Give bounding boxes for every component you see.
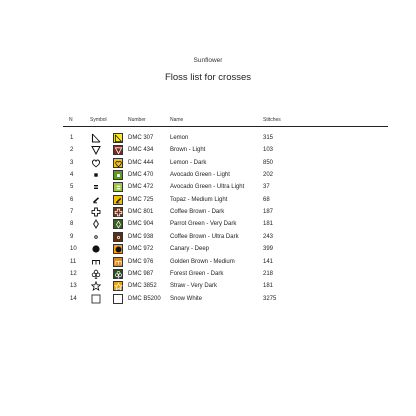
row-index: 4 <box>70 172 74 179</box>
row-index: 14 <box>70 295 77 302</box>
stitch-count: 181 <box>263 221 274 228</box>
floss-name: Brown - Light <box>170 147 206 154</box>
floss-number: DMC 434 <box>128 147 154 154</box>
table-row <box>0 218 416 230</box>
document-title: Sunflower <box>193 57 223 64</box>
floss-name: Parrot Green - Very Dark <box>170 221 237 228</box>
floss-name: Canary - Deep <box>170 246 210 253</box>
m-glyph-icon <box>91 257 101 267</box>
stitch-count: 141 <box>263 258 274 265</box>
floss-number: DMC 3852 <box>128 283 157 290</box>
color-swatch <box>113 133 123 143</box>
club-icon <box>91 269 101 279</box>
floss-name: Forest Green - Dark <box>170 270 224 277</box>
table-row <box>0 293 416 305</box>
floss-number: DMC 976 <box>128 258 154 265</box>
floss-name: Straw - Very Dark <box>170 283 218 290</box>
row-index: 5 <box>70 184 74 191</box>
color-swatch <box>113 207 123 217</box>
table-row <box>0 256 416 268</box>
table-row <box>0 206 416 218</box>
stitch-count: 399 <box>263 246 274 253</box>
table-row <box>0 169 416 181</box>
header-n: N <box>69 117 73 123</box>
floss-name: Avocado Green - Ultra Light <box>170 184 245 191</box>
floss-number: DMC 444 <box>128 159 154 166</box>
color-swatch <box>113 281 123 291</box>
row-index: 13 <box>70 283 77 290</box>
color-swatch <box>113 294 123 304</box>
filled-circle-icon <box>91 244 101 254</box>
color-swatch <box>113 257 123 267</box>
color-swatch <box>113 244 123 254</box>
header-symbol: Symbol <box>90 117 107 123</box>
floss-name: Snow White <box>170 295 203 302</box>
stitch-count: 243 <box>263 233 274 240</box>
row-index: 6 <box>70 196 74 203</box>
cross-outline-icon <box>91 207 101 217</box>
row-index: 7 <box>70 209 74 216</box>
color-swatch <box>113 232 123 242</box>
table-row <box>0 181 416 193</box>
down-triangle-icon <box>91 145 101 155</box>
color-swatch <box>113 269 123 279</box>
table-row <box>0 194 416 206</box>
floss-name: Coffee Brown - Ultra Dark <box>170 233 239 240</box>
floss-name: Coffee Brown - Dark <box>170 209 225 216</box>
floss-name: Golden Brown - Medium <box>170 258 235 265</box>
floss-name: Topaz - Medium Light <box>170 196 228 203</box>
table-row <box>0 231 416 243</box>
floss-number: DMC 470 <box>128 172 154 179</box>
color-swatch <box>113 170 123 180</box>
floss-number: DMC 472 <box>128 184 154 191</box>
row-index: 11 <box>70 258 77 265</box>
table-row <box>0 243 416 255</box>
table-row <box>0 280 416 292</box>
small-dot-icon <box>91 232 101 242</box>
stitch-count: 68 <box>263 196 270 203</box>
stitch-count: 218 <box>263 270 274 277</box>
color-swatch <box>113 182 123 192</box>
color-swatch <box>113 219 123 229</box>
stitch-count: 37 <box>263 184 270 191</box>
stitch-count: 202 <box>263 172 274 179</box>
small-square-icon <box>91 170 101 180</box>
header-name: Name <box>170 117 184 123</box>
stitch-count: 3275 <box>263 295 277 302</box>
floss-number: DMC 987 <box>128 270 154 277</box>
slash-mark-icon <box>91 195 101 205</box>
floss-name: Lemon - Dark <box>170 159 207 166</box>
header-number: Number <box>128 117 146 123</box>
table-row <box>0 132 416 144</box>
floss-number: DMC 938 <box>128 233 154 240</box>
floss-number: DMC 904 <box>128 221 154 228</box>
row-index: 2 <box>70 147 74 154</box>
document-subtitle: Floss list for crosses <box>164 72 252 83</box>
floss-number: DMC B5200 <box>128 295 161 302</box>
stitch-count: 103 <box>263 147 274 154</box>
stitch-count: 315 <box>263 135 274 141</box>
table-row <box>0 157 416 169</box>
heart-icon <box>91 158 101 168</box>
row-index: 1 <box>70 135 74 141</box>
color-swatch <box>113 195 123 205</box>
row-index: 10 <box>70 246 77 253</box>
star-outline-icon <box>91 281 101 291</box>
stitch-count: 181 <box>263 283 274 290</box>
table-row <box>0 144 416 156</box>
row-index: 12 <box>70 270 77 277</box>
empty-square-icon <box>91 294 101 304</box>
row-index: 8 <box>70 221 74 228</box>
color-swatch <box>113 158 123 168</box>
floss-number: DMC 725 <box>128 196 154 203</box>
floss-name: Avocado Green - Light <box>170 172 230 179</box>
header-rule <box>63 126 388 127</box>
floss-name: Lemon <box>170 135 189 141</box>
row-index: 9 <box>70 233 74 240</box>
floss-number: DMC 307 <box>128 135 154 141</box>
stitch-count: 187 <box>263 209 274 216</box>
table-row <box>0 268 416 280</box>
stitch-count: 850 <box>263 159 274 166</box>
corner-triangle-icon <box>91 133 101 143</box>
row-index: 3 <box>70 159 74 166</box>
floss-number: DMC 801 <box>128 209 154 216</box>
floss-number: DMC 972 <box>128 246 154 253</box>
diamond-icon <box>91 219 101 229</box>
double-bar-icon <box>91 182 101 192</box>
header-stitches: Stitches <box>263 117 281 123</box>
color-swatch <box>113 145 123 155</box>
